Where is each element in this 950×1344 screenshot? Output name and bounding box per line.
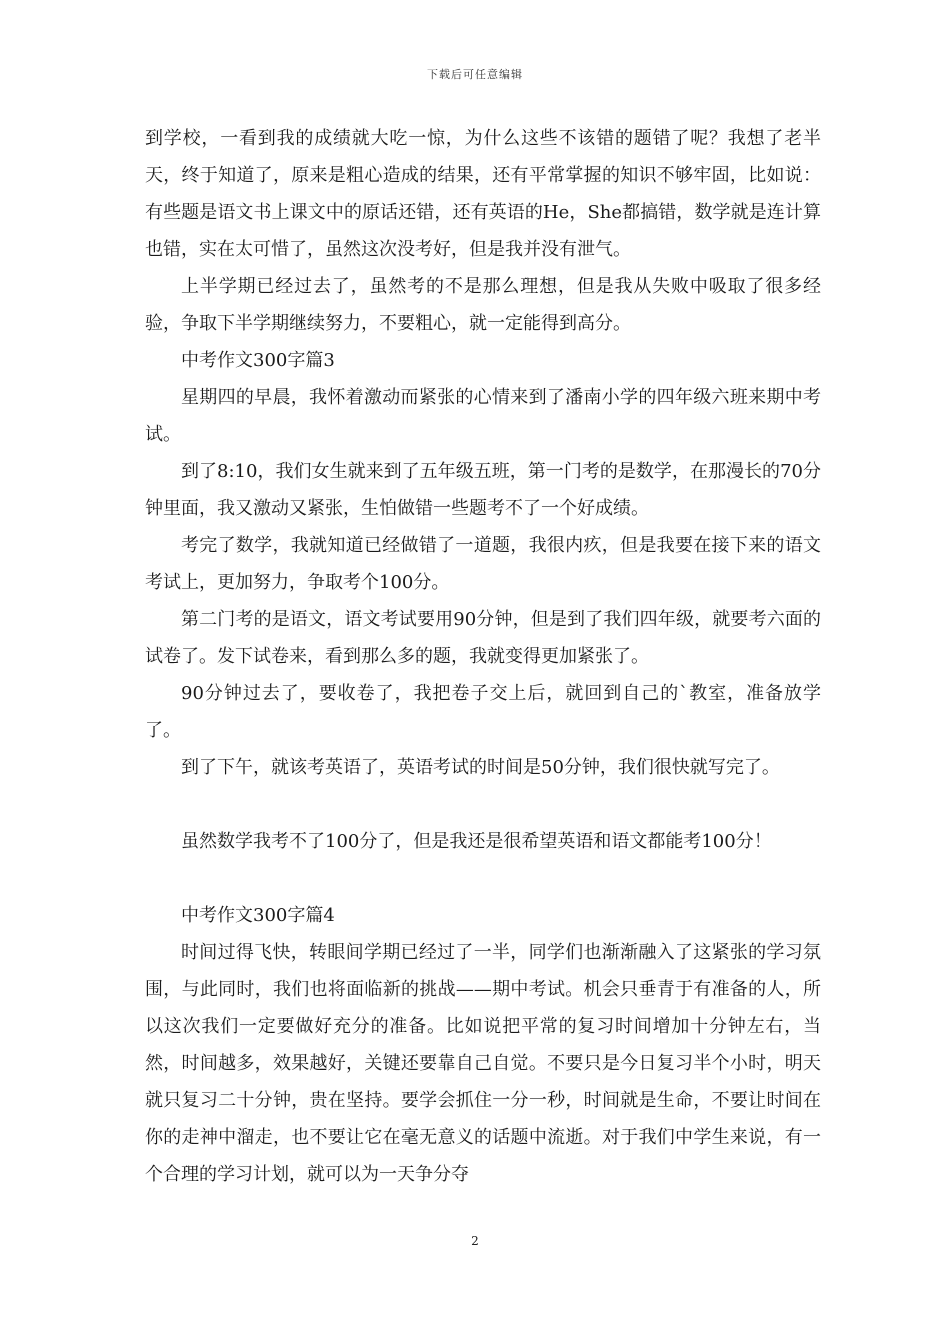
section-heading-essay-3: 中考作文300字篇3 — [181, 350, 335, 371]
blank-line — [145, 860, 821, 897]
paragraph: 到了8:10，我们女生就来到了五年级五班，第一门考的是数学，在那漫长的70分钟里面，我又激动又紧张，生怕做错一些题考不了一个好成绩。 — [145, 461, 821, 519]
paragraph: 星期四的早晨，我怀着激动而紧张的心情来到了潘南小学的四年级六班来期中考试。 — [145, 387, 821, 445]
paragraph: 90分钟过去了，要收卷了，我把卷子交上后，就回到自己的`教室，准备放学了。 — [145, 683, 821, 741]
page-number: 2 — [471, 1234, 479, 1248]
page-header-note: 下载后可任意编辑 — [427, 68, 523, 81]
section-heading-essay-4: 中考作文300字篇4 — [181, 905, 335, 926]
document-body — [145, 120, 821, 1193]
paragraph: 时间过得飞快，转眼间学期已经过了一半，同学们也渐渐融入了这紧张的学习氛围，与此同时，我们也将面临新的挑战——期中考试。机会只垂青于有准备的人，所以这次我们一定要做好充分的准备。比如说把平常的复习时间增加十分钟左右，当然，时间越多，效果越好，关键还要靠自己自觉。不要只是今日复习半个小时，明天就只复习二十分钟，贵在坚持。要学会抓住一分一秒，时间就是生命，不要让时间在你的走神中溜走，也不要让它在毫无意义的话题中流逝。对于我们中学生来说，有一个合理的学习计划，就可以为一天争分夺 — [145, 942, 821, 1185]
paragraph: 虽然数学我考不了100分了，但是我还是很希望英语和语文都能考100分！ — [181, 831, 772, 852]
paragraph: 上半学期已经过去了，虽然考的不是那么理想，但是我从失败中吸取了很多经验，争取下半学期继续努力，不要粗心，就一定能得到高分。 — [145, 276, 821, 334]
paragraph: 到了下午，就该考英语了，英语考试的时间是50分钟，我们很快就写完了。 — [181, 757, 780, 778]
paragraph: 考完了数学，我就知道已经做错了一道题，我很内疚，但是我要在接下来的语文考试上，更加努力，争取考个100分。 — [145, 535, 821, 593]
blank-line — [145, 786, 821, 823]
paragraph: 第二门考的是语文，语文考试要用90分钟，但是到了我们四年级，就要考六面的试卷了。发下试卷来，看到那么多的题，我就变得更加紧张了。 — [145, 609, 821, 667]
paragraph-continued: 到学校，一看到我的成绩就大吃一惊，为什么这些不该错的题错了呢？我想了老半天，终于知道了，原来是粗心造成的结果，还有平常掌握的知识不够牢固，比如说：有些题是语文书上课文中的原话还错，还有英语的He，She都搞错，数学就是连计算也错，实在太可惜了，虽然这次没考好，但是我并没有泄气。 — [145, 128, 821, 260]
